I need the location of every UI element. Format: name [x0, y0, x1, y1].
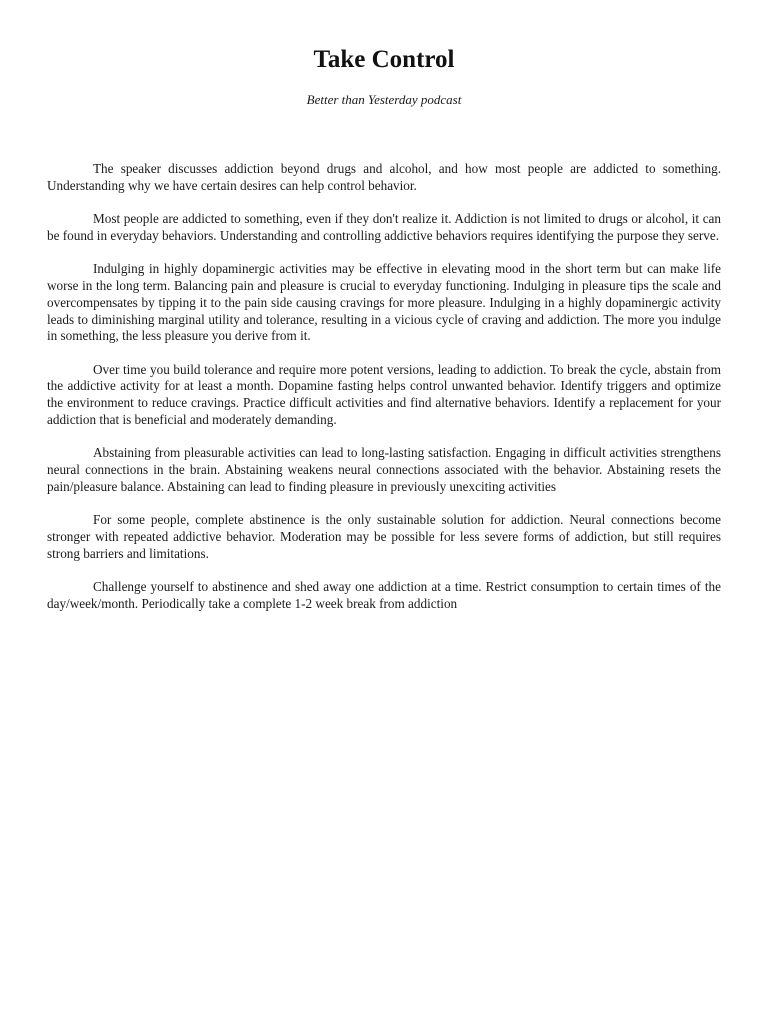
paragraph: Challenge yourself to abstinence and shed away one addiction at a time. Restrict consumption to certain times of the day/week/month. Periodically take a complete 1-2 week break from addiction	[47, 579, 721, 611]
paragraph: For some people, complete abstinence is the only sustainable solution for addiction. Neural connections become stronger with repeated addictive behavior. Moderation may be possible for less severe forms of addiction, but still requires strong barriers and limitations.	[47, 512, 721, 561]
document-subtitle: Better than Yesterday podcast	[306, 92, 462, 107]
paragraph: The speaker discusses addiction beyond drugs and alcohol, and how most people are addicted to something. Understanding why we have certain desires can help control behavior.	[47, 161, 721, 193]
paragraph: Over time you build tolerance and require more potent versions, leading to addiction. To break the cycle, abstain from the addictive activity for at least a month. Dopamine fasting helps control unwanted behavior. Identify triggers and optimize the environment to reduce cravings. Practice difficult activities and find alternative behaviors. Identify a replacement for your addiction that is beneficial and moderately demanding.	[47, 361, 721, 428]
document-title: Take Control	[313, 46, 455, 73]
document-body	[47, 161, 721, 613]
paragraph: Most people are addicted to something, even if they don't realize it. Addiction is not limited to drugs or alcohol, it can be found in everyday behaviors. Understanding and controlling addictive behaviors requires identifying the purpose they serve.	[47, 211, 721, 243]
paragraph: Abstaining from pleasurable activities can lead to long-lasting satisfaction. Engaging in difficult activities strengthens neural connections in the brain. Abstaining weakens neural connections associated with the behavior. Abstaining resets the pain/pleasure balance. Abstaining can lead to finding pleasure in previously unexciting activities	[47, 445, 721, 494]
paragraph: Indulging in highly dopaminergic activities may be effective in elevating mood in the short term but can make life worse in the long term. Balancing pain and pleasure is crucial to everyday functioning. Indulging in pleasure tips the scale and overcompensates by tipping it to the pain side causing cravings for more pleasure. Indulging in a highly dopaminergic activity leads to diminishing marginal utility and tolerance, resulting in a vicious cycle of craving and addiction. The more you indulge in something, the less pleasure you derive from it.	[47, 261, 721, 344]
